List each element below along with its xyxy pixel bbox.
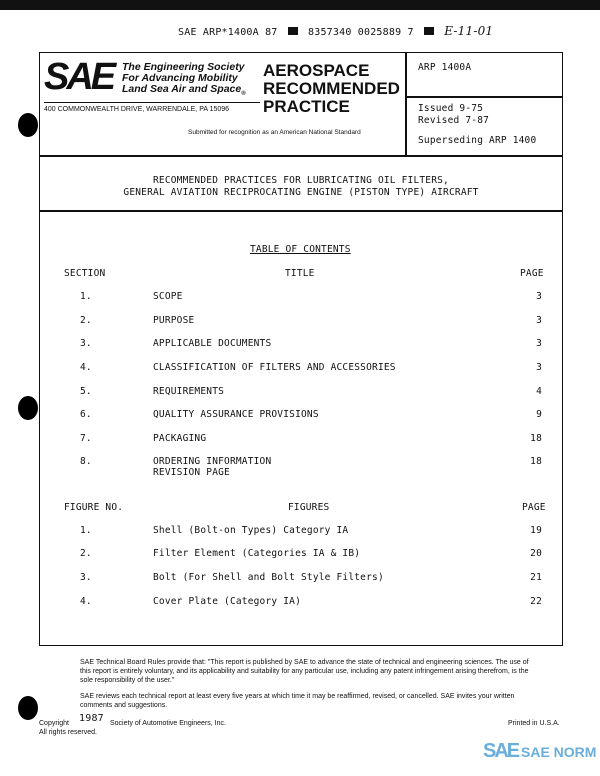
row-title: Filter Element (Categories IA & IB) — [153, 548, 361, 559]
col-section: SECTION — [64, 268, 106, 279]
row-title: APPLICABLE DOCUMENTS — [153, 338, 272, 349]
row-title: Shell (Bolt-on Types) Category IA — [153, 525, 349, 536]
row-title: Bolt (For Shell and Bolt Style Filters) — [153, 572, 384, 583]
copyright-year: 1987 — [79, 713, 104, 724]
ansi-note: Submitted for recognition as an American National Standard — [188, 129, 361, 136]
copyright-holder: Society of Automotive Engineers, Inc. — [110, 720, 226, 727]
copyright-label: Copyright — [39, 720, 69, 727]
row-page: 3 — [536, 315, 542, 326]
col-figures: FIGURES — [288, 502, 330, 513]
row-title: SCOPE — [153, 291, 183, 302]
divider — [39, 210, 563, 212]
title-line: RECOMMENDED PRACTICES FOR LUBRICATING OIL FILTERS, — [153, 175, 449, 186]
divider — [405, 52, 407, 156]
row-number: 2. — [80, 315, 92, 326]
row-title: CLASSIFICATION OF FILTERS AND ACCESSORIES — [153, 362, 396, 373]
row-page: 18 — [530, 433, 542, 444]
row-page: 20 — [530, 548, 542, 559]
col-figure: FIGURE NO. — [64, 502, 124, 513]
row-title: ORDERING INFORMATION — [153, 456, 272, 467]
punch-hole — [18, 396, 38, 420]
superseding: Superseding ARP 1400 — [418, 135, 537, 146]
row-page: 19 — [530, 525, 542, 536]
row-number: 8. — [80, 456, 92, 467]
society-tagline — [122, 62, 246, 100]
row-number: 7. — [80, 433, 92, 444]
divider — [39, 155, 563, 157]
toc-heading: TABLE OF CONTENTS — [250, 244, 351, 255]
row-number: 2. — [80, 548, 92, 559]
doc-type-line: RECOMMENDED — [263, 79, 400, 98]
row-title: QUALITY ASSURANCE PROVISIONS — [153, 409, 319, 420]
review-note: SAE reviews each technical report at least every five years at which time it may be reaffirmed, revised, or cancelled. SAE invites your written comments and suggestions. — [80, 693, 515, 709]
row-page: 3 — [536, 362, 542, 373]
tagline-line: Land Sea Air and Space — [122, 83, 242, 95]
row-page: 9 — [536, 409, 542, 420]
row-title: PACKAGING — [153, 433, 207, 444]
punch-hole — [18, 696, 38, 720]
row-title: Cover Plate (Category IA) — [153, 596, 301, 607]
col-page: PAGE — [520, 268, 544, 279]
doc-type — [263, 62, 400, 116]
scan-edge — [0, 0, 600, 10]
watermark-logo: SAE — [483, 740, 519, 762]
row-page: 4 — [536, 386, 542, 397]
row-title: PURPOSE — [153, 315, 195, 326]
doc-type-line: AEROSPACE — [263, 61, 370, 80]
row-number: 4. — [80, 362, 92, 373]
stamp-block — [424, 27, 434, 35]
divider — [44, 102, 260, 103]
doc-type-line: PRACTICE — [263, 97, 350, 116]
col-fig-page: PAGE — [522, 502, 546, 513]
address: 400 COMMONWEALTH DRIVE, WARRENDALE, PA 15096 — [44, 106, 230, 113]
divider — [405, 96, 563, 98]
printed-in: Printed in U.S.A. — [508, 720, 560, 727]
document-title — [39, 175, 563, 199]
row-number: 1. — [80, 291, 92, 302]
row-page: 18 — [530, 456, 542, 467]
row-number: 6. — [80, 409, 92, 420]
board-rules: SAE Technical Board Rules provide that: "This report is published by SAE to advance the state of technical and engineering sciences. The use of this report is entirely voluntary, and its applicability and suitability for any particular use, including any patent infringement arising therefrom, is the sole responsibility of the user." — [80, 659, 529, 684]
col-title: TITLE — [285, 268, 315, 279]
stamp-block — [288, 27, 298, 35]
row-page: 21 — [530, 572, 542, 583]
row-page: 22 — [530, 596, 542, 607]
row-number: 5. — [80, 386, 92, 397]
stamp-line — [178, 24, 493, 38]
punch-hole — [18, 113, 38, 137]
rights-reserved: All rights reserved. — [39, 729, 97, 736]
title-line: GENERAL AVIATION RECIPROCATING ENGINE (PISTON TYPE) AIRCRAFT — [123, 187, 479, 198]
tagline-line: For Advancing Mobility — [122, 72, 238, 84]
watermark-text: SAE NORM — [521, 744, 597, 760]
row-number: 1. — [80, 525, 92, 536]
revision-info — [418, 103, 536, 147]
row-number: 4. — [80, 596, 92, 607]
row-number: 3. — [80, 572, 92, 583]
registered-mark: ® — [241, 91, 246, 98]
doc-number: ARP 1400A — [418, 62, 472, 73]
sae-logo: SAE — [44, 56, 114, 98]
row-page: 3 — [536, 338, 542, 349]
tagline-line: The Engineering Society — [122, 61, 245, 73]
row-page: 3 — [536, 291, 542, 302]
stamp-code: 8357340 0025889 7 — [308, 27, 414, 38]
revised-date: Revised 7-87 — [418, 115, 490, 126]
stamp-text: SAE ARP*1400A 87 — [178, 27, 278, 38]
issued-date: Issued 9-75 — [418, 103, 484, 114]
row-number: 3. — [80, 338, 92, 349]
row-title: REQUIREMENTS — [153, 386, 225, 397]
handwritten-note: E-11-01 — [444, 24, 494, 38]
row-subtitle: REVISION PAGE — [153, 467, 230, 478]
